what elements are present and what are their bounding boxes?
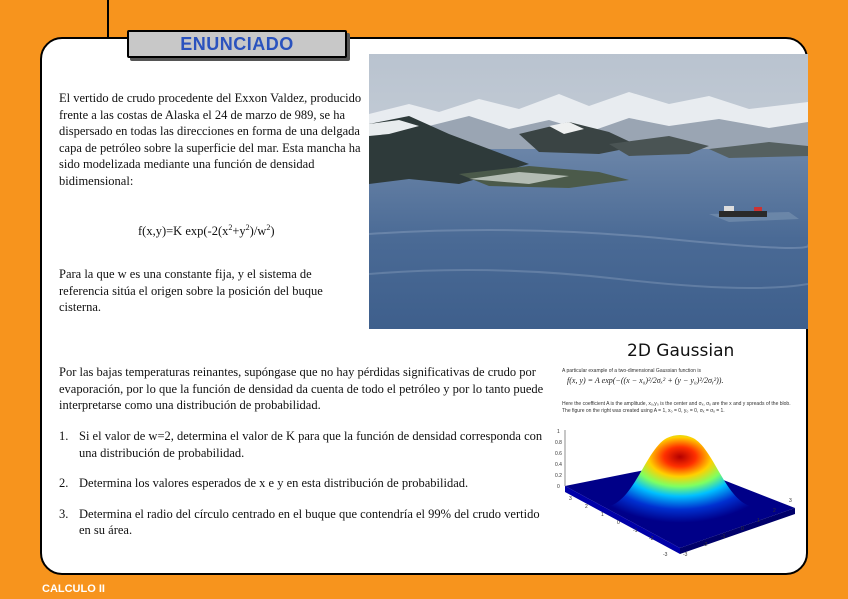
y-tick-label: 3 xyxy=(569,496,572,502)
gaussian-caption-2: Here the coefficient A is the amplitude, x₀,y₀ is the center and σₓ, σᵧ are the x and y spreads of the blob. xyxy=(562,401,791,407)
gaussian-equation: f(x, y) = A exp(−((x − x₀)²/2σₓ² + (y − y₀)²/2σᵧ²)). xyxy=(567,376,724,385)
z-tick-label: 0.2 xyxy=(555,473,562,479)
z-tick-label: 1 xyxy=(557,429,560,435)
list-item: 1. Si el valor de w=2, determina el valor de K para que la función de densidad corresponda con una distribución de probabilidad. xyxy=(59,429,543,460)
y-tick-label: -3 xyxy=(663,552,668,558)
oil-spill-photo xyxy=(369,54,808,329)
intro-paragraph: El vertido de crudo procedente del Exxon Valdez, producido frente a las costas de Alaska el 24 de marzo de 989, se ha dispersado en todas las direcciones en forma de una delgada capa de petróleo sobre la superficie del mar. Esta mancha ha sido modelizada mediante una función de densidad bidimensional: xyxy=(59,91,362,188)
gaussian-title: 2D Gaussian xyxy=(627,341,735,361)
density-formula: f(x,y)=K $\exp(-2(x^2+y^2)/w^2)$ xyxy=(138,223,275,239)
x-tick-label: 2 xyxy=(773,508,776,514)
x-tick-label: 3 xyxy=(789,498,792,504)
question-list xyxy=(59,428,554,553)
x-tick-label: 0 xyxy=(741,526,744,532)
x-tick-label: 1 xyxy=(757,518,760,524)
assumption-paragraph: Por las bajas temperaturas reinantes, supóngase que no hay pérdidas significativas de crudo por evaporación, por lo que la función de densidad da cuenta de todo el petróleo y por lo tanto puede interpretarse como una distribución de probabilidad. xyxy=(59,365,544,412)
list-item: 3. Determina el radio del círculo centrado en el buque que contendría el 99% del crudo vertido en su área. xyxy=(59,506,540,537)
y-tick-label: -1 xyxy=(633,528,638,534)
z-tick-label: 0.8 xyxy=(555,440,562,446)
list-item: 2. Determina los valores esperados de x e y en esta distribución de probabilidad. xyxy=(59,476,469,490)
z-tick-label: 0 xyxy=(557,484,560,490)
corner-line xyxy=(107,0,109,40)
x-tick-label: -1 xyxy=(721,534,726,540)
z-tick-label: 0.4 xyxy=(555,462,562,468)
slide-title: ENUNCIADO xyxy=(127,30,347,58)
gaussian-caption-1: A particular example of a two-dimensional Gaussian function is xyxy=(562,368,701,374)
z-tick-label: 0.6 xyxy=(555,451,562,457)
x-tick-label: -3 xyxy=(683,552,688,558)
gaussian-surface-plot xyxy=(555,418,805,568)
reference-paragraph: Para la que w es una constante fija, y el sistema de referencia sitúa el origen sobre la posición del buque cisterna. xyxy=(59,267,323,314)
y-tick-label: -2 xyxy=(649,536,654,542)
y-tick-label: 0 xyxy=(617,520,620,526)
x-tick-label: -2 xyxy=(703,542,708,548)
gaussian-caption-3: The figure on the right was created using A = 1, x₀ = 0, y₀ = 0, σₓ = σᵧ = 1. xyxy=(562,408,725,414)
y-tick-label: 2 xyxy=(585,504,588,510)
footer-course-label: CALCULO II xyxy=(42,583,105,595)
y-tick-label: 1 xyxy=(601,512,604,518)
